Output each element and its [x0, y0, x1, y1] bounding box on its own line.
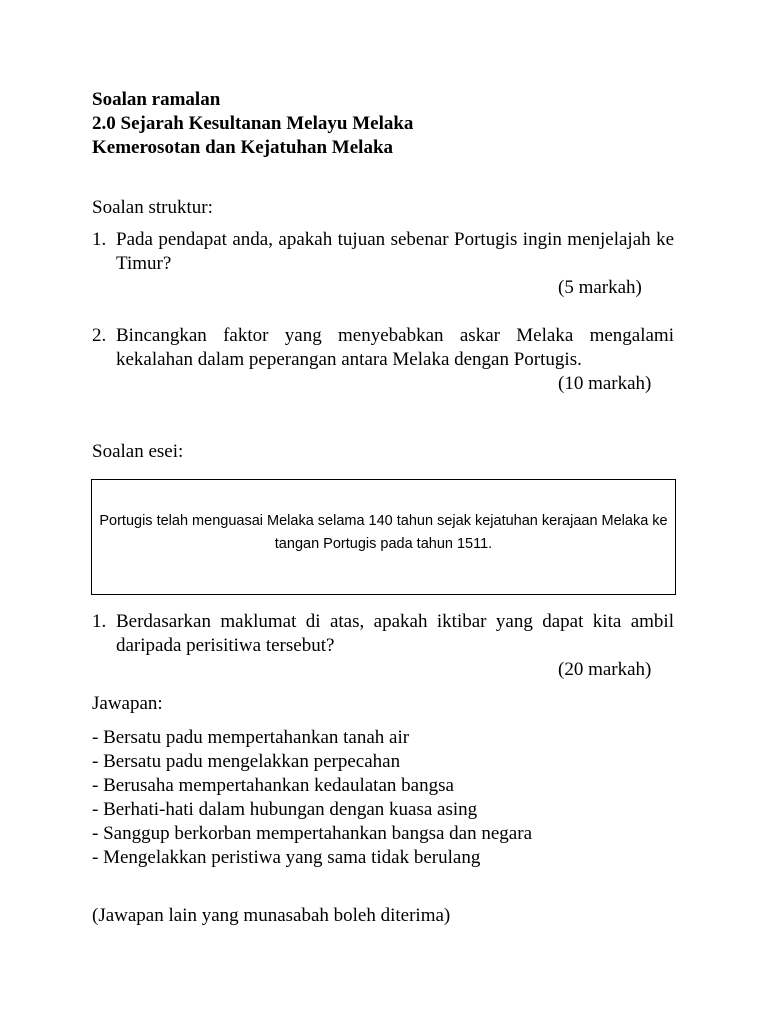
- answer-heading: Jawapan:: [92, 693, 163, 714]
- question-marks: (10 markah): [558, 373, 652, 394]
- answer-note: (Jawapan lain yang munasabah boleh diterima): [92, 905, 451, 926]
- answer-item: - Mengelakkan peristiwa yang sama tidak berulang: [92, 847, 481, 868]
- document-subtopic: Kemerosotan dan Kejatuhan Melaka: [92, 137, 394, 158]
- document-topic: 2.0 Sejarah Kesultanan Melayu Melaka: [92, 113, 414, 134]
- essay-section-heading: Soalan esei:: [92, 441, 184, 462]
- passage-text: Portugis telah menguasai Melaka selama 140 tahun sejak kejatuhan kerajaan Melaka ke tangan Portugis pada tahun 1511.: [99, 513, 668, 552]
- answer-item: - Berusaha mempertahankan kedaulatan bangsa: [92, 775, 454, 796]
- question-number: 1.: [92, 229, 107, 250]
- question-text: Pada pendapat anda, apakah tujuan sebenar Portugis ingin menjelajah ke Timur?: [116, 229, 674, 274]
- question-marks: (20 markah): [558, 659, 652, 680]
- question-number: 2.: [92, 325, 107, 346]
- question-number: 1.: [92, 611, 107, 632]
- question-text: Berdasarkan maklumat di atas, apakah iktibar yang dapat kita ambil daripada perisitiwa tersebut?: [116, 611, 674, 656]
- answer-item: - Sanggup berkorban mempertahankan bangsa dan negara: [92, 823, 532, 844]
- structure-section-heading: Soalan struktur:: [92, 197, 213, 218]
- answer-item: - Berhati-hati dalam hubungan dengan kuasa asing: [92, 799, 478, 820]
- answer-item: - Bersatu padu mempertahankan tanah air: [92, 727, 410, 748]
- question-marks: (5 markah): [558, 277, 642, 298]
- passage-box: [91, 479, 676, 595]
- answer-item: - Bersatu padu mengelakkan perpecahan: [92, 751, 401, 772]
- question-text: Bincangkan faktor yang menyebabkan askar Melaka mengalami kekalahan dalam peperangan antara Melaka dengan Portugis.: [116, 325, 674, 370]
- document-label: Soalan ramalan: [92, 89, 221, 110]
